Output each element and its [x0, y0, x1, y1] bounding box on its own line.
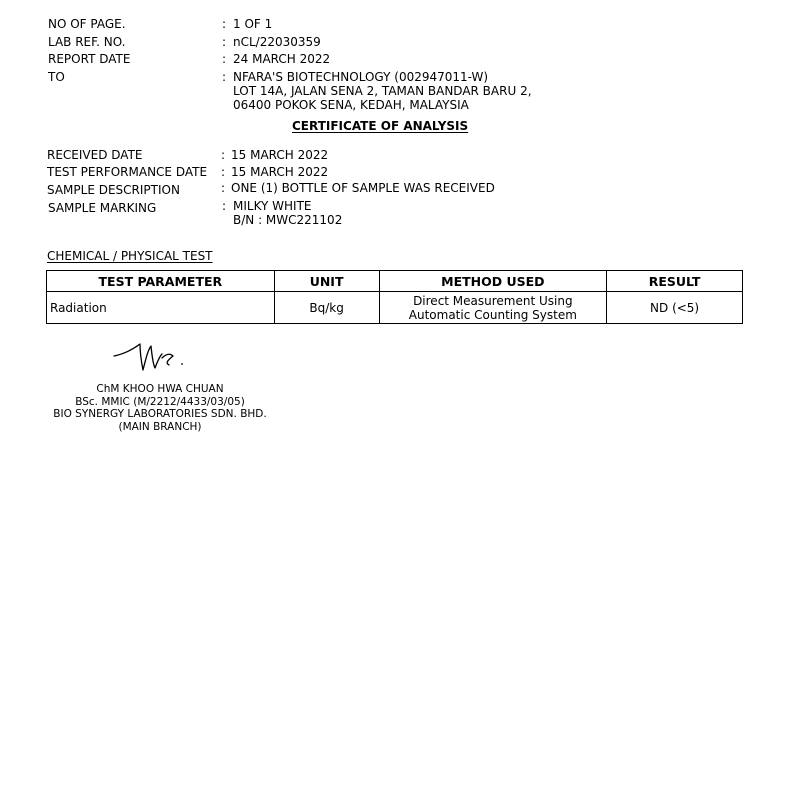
column-header: METHOD USED	[379, 271, 607, 292]
test-date-value: 15 MARCH 2022	[231, 165, 329, 179]
signatory-branch: (MAIN BRANCH)	[118, 421, 202, 434]
report-date-label: REPORT DATE	[48, 52, 131, 66]
received-date-value: 15 MARCH 2022	[231, 148, 329, 162]
result-cell: ND (<5)	[607, 292, 743, 324]
signatory-block	[47, 383, 273, 434]
received-date-label: RECEIVED DATE	[47, 148, 143, 162]
column-header: TEST PARAMETER	[47, 271, 275, 292]
section-title: CHEMICAL / PHYSICAL TEST	[47, 249, 213, 263]
sample-description-label: SAMPLE DESCRIPTION	[47, 183, 180, 197]
page-no-label: NO OF PAGE.	[48, 17, 126, 31]
separator: :	[222, 35, 227, 49]
signature	[110, 340, 190, 374]
unit-cell: Bq/kg	[274, 292, 379, 324]
sample-marking-line-2: B/N : MWC221102	[233, 213, 343, 227]
test-date-label: TEST PERFORMANCE DATE	[47, 165, 208, 179]
table-row	[47, 292, 743, 324]
to-label: TO	[48, 70, 65, 84]
to-line-1: NFARA'S BIOTECHNOLOGY (002947011-W)	[233, 70, 489, 84]
separator: :	[221, 148, 226, 162]
certificate-title: CERTIFICATE OF ANALYSIS	[292, 119, 469, 133]
report-date-value: 24 MARCH 2022	[233, 52, 331, 66]
method-cell	[379, 292, 607, 324]
separator: :	[221, 165, 226, 179]
lab-ref-label: LAB REF. NO.	[48, 35, 126, 49]
signatory-company: BIO SYNERGY LABORATORIES SDN. BHD.	[53, 408, 267, 421]
sample-marking-label: SAMPLE MARKING	[48, 201, 157, 215]
table-header-row	[47, 271, 743, 292]
to-line-3: 06400 POKOK SENA, KEDAH, MALAYSIA	[233, 98, 469, 112]
method-line-2: Automatic Counting System	[408, 307, 577, 322]
separator: :	[222, 199, 227, 213]
separator: :	[221, 181, 226, 195]
signatory-credential: BSc. MMIC (M/2212/4433/03/05)	[75, 395, 245, 408]
column-header: RESULT	[607, 271, 743, 292]
column-header: UNIT	[274, 271, 379, 292]
to-line-2: LOT 14A, JALAN SENA 2, TAMAN BANDAR BARU 2,	[233, 84, 532, 98]
separator: :	[222, 70, 227, 84]
sample-description-value: ONE (1) BOTTLE OF SAMPLE WAS RECEIVED	[231, 181, 495, 195]
separator: :	[222, 52, 227, 66]
lab-ref-value: nCL/22030359	[233, 35, 321, 49]
separator: :	[222, 17, 227, 31]
results-table	[46, 270, 743, 324]
sample-marking-line-1: MILKY WHITE	[233, 199, 312, 213]
page-no-value: 1 OF 1	[233, 17, 273, 31]
method-line-1: Direct Measurement Using	[413, 293, 573, 308]
signatory-name: ChM KHOO HWA CHUAN	[96, 383, 224, 395]
parameter-cell: Radiation	[47, 292, 275, 324]
